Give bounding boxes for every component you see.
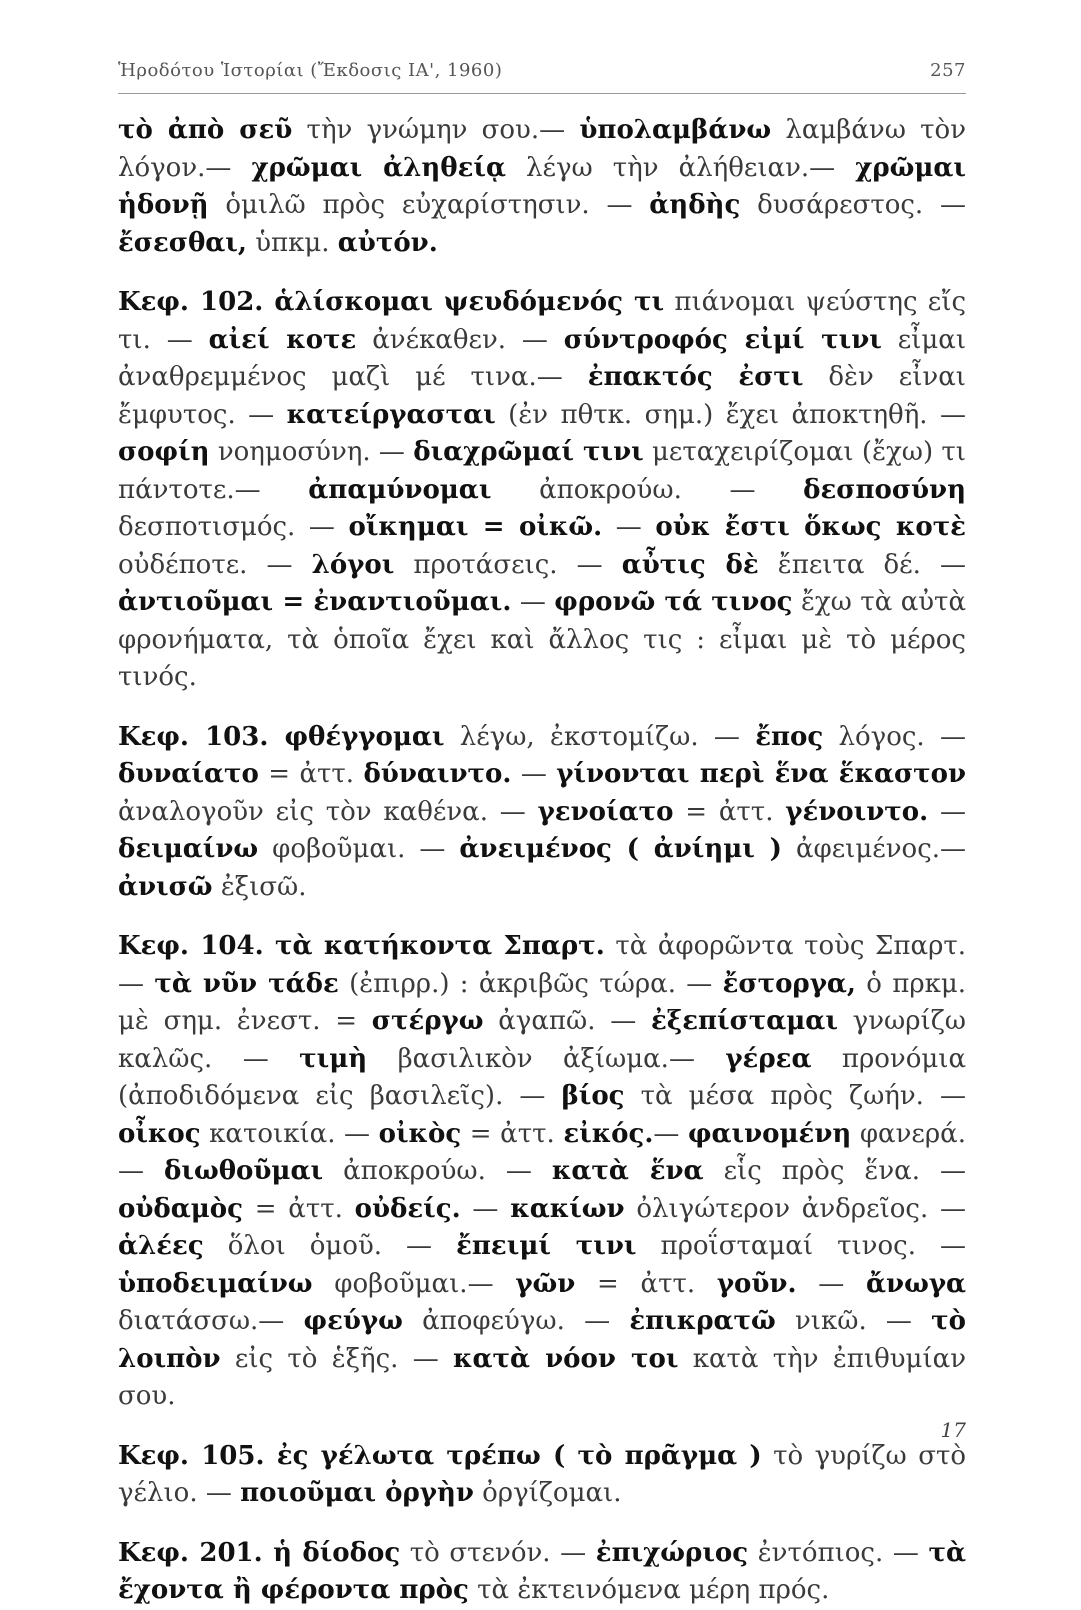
lemma-term: ἔπειμί τινι — [456, 1231, 637, 1261]
gloss-text: νικῶ. — — [775, 1306, 932, 1336]
lemma-term: γένοιντο. — [785, 796, 929, 827]
lemma-term: ἀνισῶ — [118, 871, 213, 902]
gloss-text: φανερά. — — [118, 1118, 966, 1186]
gloss-text: τὸ γυρίζω στὸ γέλιο. — — [118, 1440, 966, 1508]
gloss-text: προΐσταμαί τινος. — — [636, 1231, 966, 1261]
lemma-term: βίος — [561, 1081, 625, 1111]
gloss-text: τὸ στενόν. — — [400, 1537, 596, 1568]
gloss-text: φοβοῦμαι. — — [258, 834, 460, 864]
gloss-text: = ἀττ. — [673, 796, 786, 827]
gloss-text: διατάσσω.— — [118, 1306, 304, 1336]
gloss-text: — — [511, 587, 555, 617]
lemma-term: οἶκος — [118, 1118, 201, 1149]
gloss-text: τὰ ἐκτεινόμενα μέρη πρός. — [468, 1575, 830, 1605]
lemma-term: Κεφ. 103. φθέγγομαι — [118, 721, 445, 752]
lemma-term: οὐδείς. — [354, 1193, 461, 1224]
gloss-text: κατὰ τὴν ἐπιθυμίαν σου. — [118, 1343, 967, 1411]
lemma-term: γίνονται περὶ ἕνα ἕκαστον — [556, 759, 966, 789]
gloss-text: προτάσεις. — — [394, 549, 622, 580]
lemma-term: ἔστοργα, — [722, 968, 856, 999]
header-title: Ἡροδότου Ἱστορίαι (Ἔκδοσις ΙΑ', 1960) — [118, 60, 503, 81]
lemma-term: ὑπολαμβάνω — [579, 115, 772, 145]
lemma-term: εἰκός. — [563, 1118, 654, 1149]
gloss-text: ἀφειμένος.— — [781, 834, 967, 864]
lemma-term: αὐτόν. — [337, 227, 438, 258]
gloss-text: ἀναλογοῦν εἰς τὸν καθένα. — — [118, 796, 538, 827]
gloss-text: — — [511, 759, 557, 789]
gloss-text: βασιλικὸν ἀξίωμα.— — [367, 1043, 726, 1074]
gloss-text: ἔχω τὰ αὐτὰ φρονήματα, τὰ ὁποῖα ἔχει καὶ ἄλλος τις : εἶμαι μὲ τὸ μέρος τινός. — [118, 587, 967, 692]
gloss-text: δὲν εἶναι ἔμφυτος. — — [118, 362, 966, 430]
gloss-text: = ἀττ. — [575, 1268, 717, 1299]
gloss-text: φοβοῦμαι.— — [312, 1268, 516, 1299]
gloss-text: = ἀττ. — [258, 759, 364, 789]
lemma-term: τὰ ἔχοντα ἢ φέροντα πρὸς — [118, 1537, 966, 1605]
lemma-term: τὸ ἀπὸ σεῦ — [118, 115, 293, 145]
gloss-text: εἶμαι ἀναθρεμμένος μαζὶ μέ τινα.— — [118, 324, 967, 392]
lemma-term: λόγοι — [311, 549, 395, 580]
lemma-term: φεύγω — [303, 1306, 403, 1336]
gloss-text: ὑπκμ. — [246, 227, 338, 258]
gloss-text: προνόμια (ἀποδιδόμενα εἰς βασιλεῖς). — — [118, 1043, 967, 1111]
lemma-term: γέρεα — [725, 1043, 812, 1074]
lemma-term: δυναίατο — [118, 759, 259, 789]
gloss-text: οὐδέποτε. — — [118, 549, 312, 580]
lemma-term: Κεφ. 102. ἁλίσκομαι ψευδόμενός τι — [118, 287, 665, 317]
lemma-term: ἀπαμύνομαι — [308, 474, 492, 505]
gloss-text: — — [653, 1118, 688, 1149]
gloss-text: ὅλοι ὁμοῦ. — — [203, 1231, 457, 1261]
gloss-text: ἐξισῶ. — [212, 871, 307, 902]
lemma-term: Κεφ. 104. τὰ κατήκοντα Σπαρτ. — [118, 931, 605, 961]
gloss-text: κατοικία. — — [200, 1118, 379, 1149]
lemma-term: ἐπακτός ἐστι — [587, 362, 804, 392]
gloss-text: μεταχειρίζομαι (ἔχω) τι πάντοτε.— — [118, 437, 966, 505]
gloss-text: — — [928, 796, 967, 827]
lemma-term: ἔσεσθαι, — [118, 227, 247, 258]
lemma-term: αἰεί κοτε — [208, 324, 357, 355]
lemma-term: Κεφ. 201. ἡ δίοδος — [118, 1537, 401, 1568]
lemma-term: τὸ λοιπὸν — [118, 1306, 967, 1374]
gloss-text: γνωρίζω καλῶς. — — [118, 1006, 966, 1074]
gloss-text: = ἀττ. — [242, 1193, 355, 1224]
gloss-text: λόγος. — — [823, 721, 966, 752]
lemma-term: κατὰ νόον τοι — [453, 1343, 679, 1374]
gloss-text: (ἐπιρρ.) : ἀκριβῶς τώρα. — — [338, 968, 723, 999]
glossary-paragraph — [118, 284, 966, 697]
gloss-text: δεσποτισμός. — — [118, 512, 349, 542]
gloss-text: πιάνομαι ψεύστης εἴς τι. — — [118, 287, 967, 355]
gloss-text: ἀποφεύγω. — — [402, 1306, 630, 1336]
gloss-text: τὴν γνώμην σου.— — [292, 115, 580, 145]
lemma-term: ἀηδὴς — [649, 190, 741, 220]
glossary-paragraph — [118, 719, 966, 907]
lemma-term: ἀνειμένος ( ἀνίημι ) — [459, 834, 782, 864]
glossary-paragraph — [118, 112, 966, 262]
lemma-term: ποιοῦμαι ὀργὴν — [240, 1478, 474, 1508]
lemma-term: ἄνωγα — [866, 1268, 967, 1299]
lemma-term: δύναιντο. — [363, 759, 512, 789]
lemma-term: κατὰ ἕνα — [551, 1156, 704, 1186]
lemma-term: διωθοῦμαι — [164, 1156, 324, 1186]
gloss-text: δυσάρεστος. — — [740, 190, 966, 220]
lemma-term: οἰκὸς — [378, 1118, 462, 1149]
lemma-term: ἐξεπίσταμαι — [650, 1006, 838, 1036]
gloss-text: εἰς τὸ ἑξῆς. — — [220, 1343, 454, 1374]
lemma-term: τὰ νῦν τάδε — [154, 968, 339, 999]
lemma-term: ὑποδειμαίνω — [118, 1268, 313, 1299]
lemma-term: οἴκημαι = οἰκῶ. — [348, 512, 603, 542]
glossary-paragraph — [118, 1535, 966, 1610]
gloss-text: ὁμιλῶ πρὸς εὐχαρίστησιν. — — [208, 190, 650, 220]
lemma-term: τιμὴ — [299, 1043, 368, 1074]
lemma-term: φαινομένη — [688, 1118, 852, 1149]
lemma-term: ἁλέες — [118, 1231, 204, 1261]
header-page-number: 257 — [930, 60, 966, 81]
gloss-text: (ἐν πθτκ. σημ.) ἔχει ἀποκτηθῆ. — — [495, 399, 966, 430]
gloss-text: νοημοσύνη. — — [209, 437, 414, 467]
lemma-term: γενοίατο — [537, 796, 674, 827]
lemma-term: οὐκ ἔστι ὅκως κοτὲ — [655, 512, 966, 542]
lemma-term: δειμαίνω — [118, 834, 259, 864]
lemma-term: δεσποσύνη — [803, 474, 966, 505]
folio-number: 17 — [940, 1418, 966, 1442]
lemma-term: κατείργασται — [286, 399, 496, 430]
gloss-text: ἀγαπῶ. — — [483, 1006, 651, 1036]
running-header — [118, 60, 966, 81]
lemma-term: γῶν — [515, 1268, 576, 1299]
gloss-text: ἀνέκαθεν. — — [356, 324, 564, 355]
gloss-text: ὀργίζομαι. — [473, 1478, 622, 1508]
lemma-term: οὐδαμὸς — [118, 1193, 243, 1224]
lemma-term: χρῶμαι ἡδονῇ — [118, 152, 966, 220]
glossary-paragraph — [118, 928, 966, 1416]
lemma-term: ἐπικρατῶ — [629, 1306, 776, 1336]
gloss-text: λέγω τὴν ἀλήθειαν.— — [505, 152, 856, 183]
gloss-text: εἷς πρὸς ἕνα. — — [703, 1156, 967, 1186]
header-rule — [118, 93, 966, 94]
gloss-text: ἀποκρούω. — — [323, 1156, 552, 1186]
lemma-term: χρῶμαι ἀληθείᾳ — [251, 152, 506, 183]
lemma-term: κακίων — [510, 1193, 625, 1224]
lemma-term: αὖτις δὲ — [621, 549, 759, 580]
lemma-term: σοφίη — [118, 437, 210, 467]
gloss-text: λέγω, ἐκστομίζω. — — [444, 721, 756, 752]
gloss-text: ὀλιγώτερον ἀνδρεῖος. — — [624, 1193, 967, 1224]
lemma-term: ἐπιχώριος — [595, 1537, 749, 1568]
gloss-text: ἀποκρούω. — — [491, 474, 804, 505]
gloss-text: ἐντόπιος. — — [748, 1537, 929, 1568]
gloss-text: τὰ μέσα πρὸς ζωήν. — — [624, 1081, 967, 1111]
gloss-text: — — [602, 512, 656, 542]
gloss-text: — — [796, 1268, 867, 1299]
lemma-term: ἔπος — [755, 721, 824, 752]
lemma-term: γοῦν. — [716, 1268, 797, 1299]
gloss-text: = ἀττ. — [461, 1118, 564, 1149]
lemma-term: διαχρῶμαί τινι — [413, 437, 644, 467]
lemma-term: ἀντιοῦμαι = ἐναντιοῦμαι. — [118, 587, 512, 617]
glossary-paragraph — [118, 1438, 966, 1513]
gloss-text: — — [460, 1193, 511, 1224]
gloss-text: τὰ ἀφορῶντα τοὺς Σπαρτ.— — [118, 931, 966, 999]
glossary-content — [118, 112, 966, 1610]
gloss-text: ὁ πρκμ. μὲ σημ. ἐνεστ. = — [118, 968, 967, 1036]
lemma-term: σύντροφός εἰμί τινι — [563, 324, 882, 355]
lemma-term: Κεφ. 105. ἐς γέλωτα τρέπω ( τὸ πρᾶγμα ) — [118, 1440, 762, 1471]
lemma-term: στέργω — [371, 1006, 484, 1036]
gloss-text: ἔπειτα δέ. — — [758, 549, 966, 580]
gloss-text: λαμβάνω τὸν λόγον.— — [118, 115, 966, 183]
lemma-term: φρονῶ τά τινος — [554, 587, 793, 617]
